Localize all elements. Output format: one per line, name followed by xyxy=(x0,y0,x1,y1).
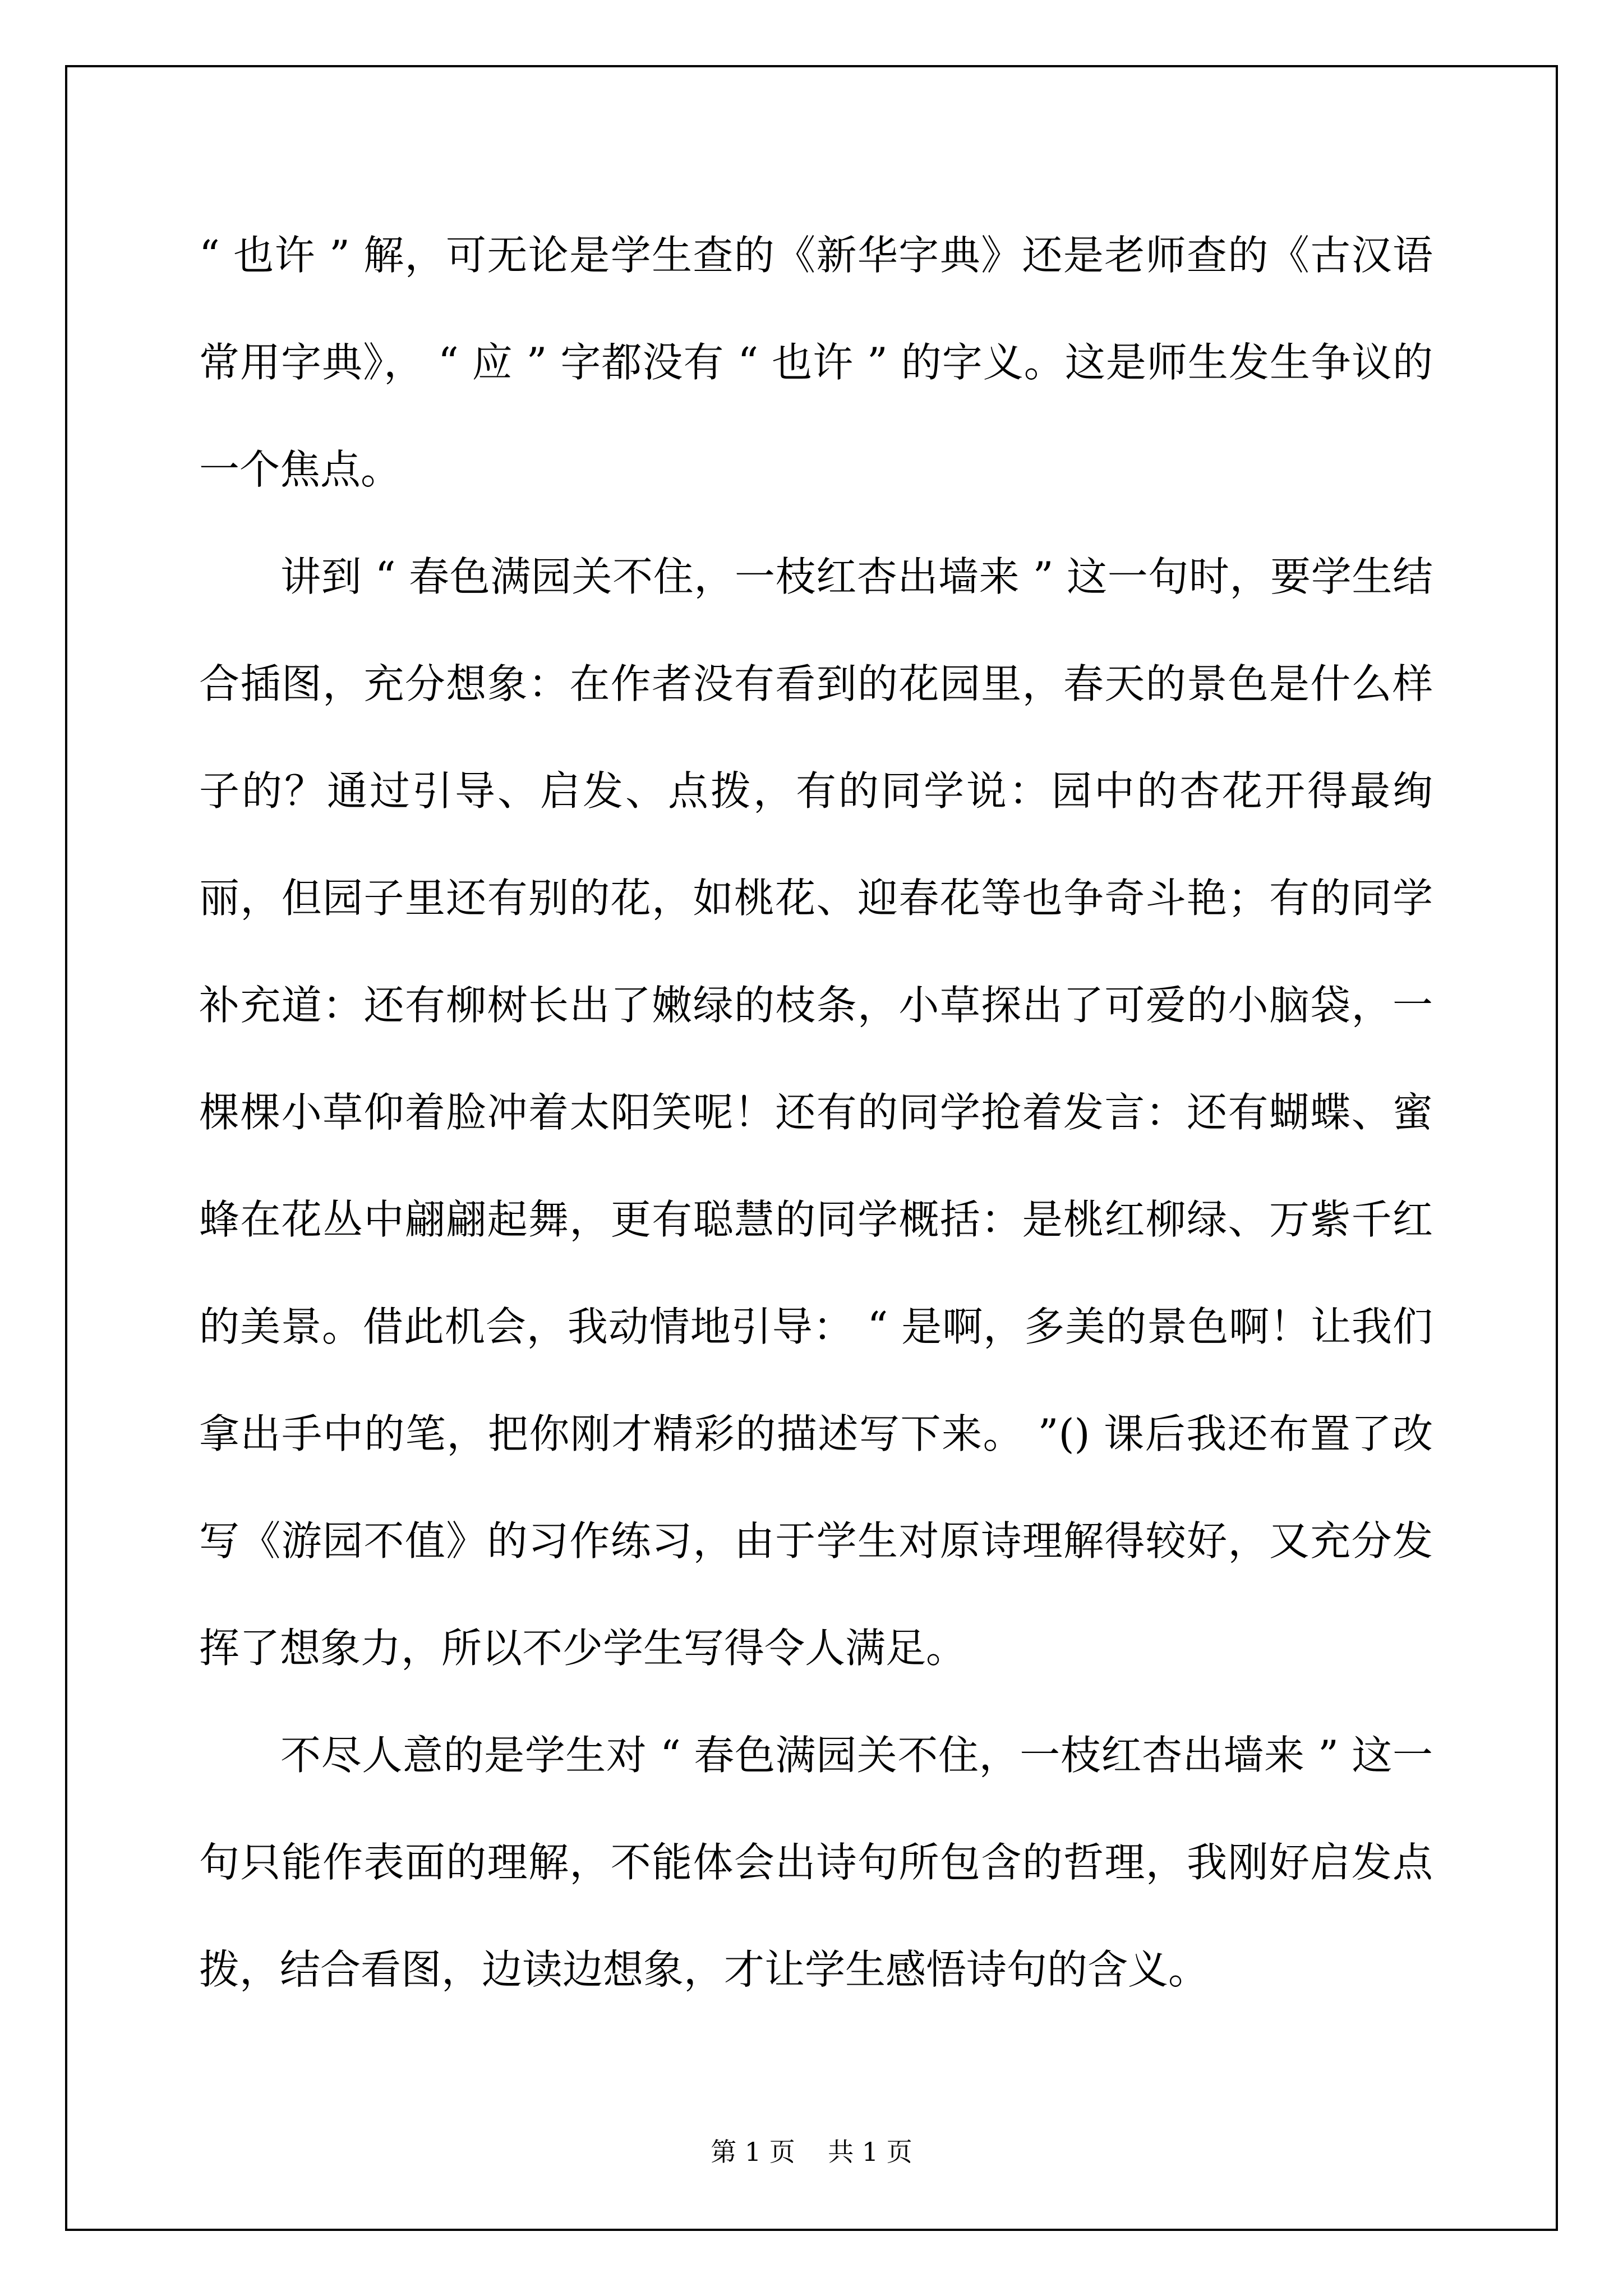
paragraph-2: 讲到 “ 春色满园关不住，一枝红杏出墙来 ” 这一句时，要学生结合插图，充分想象：在作者没有看到的花园里，春天的景色是什么样子的？通过引导、启发、点拨，有的同学说：园中的杏花开得最绚丽，但园子里还有别的花，如桃花、迎春花等也争奇斗艳；有的同学补充道：还有柳树长出了嫩绿的枝条，小草探出了可爱的小脑袋，一棵棵小草仰着脸冲着太阳笑呢！还有的同学抢着发言：还有蝴蝶、蜜蜂在花丛中翩翩起舞，更有聪慧的同学概括：是桃红柳绿、万紫千红的美景。借此机会，我动情地引导： “ 是啊，多美的景色啊！让我们拿出手中的笔，把你刚才精彩的描述写下来。 ”() 课后我还布置了改写《游园不值》的习作练习，由于学生对原诗理解得较好，又充分发挥了想象力，所以不少学生写得令人满足。 xyxy=(199,553,1433,1672)
paragraph-3: 不尽人意的是学生对 “ 春色满园关不住，一枝红杏出墙来 ” 这一句只能作表面的理解，不能体会出诗句所包含的哲理，我刚好启发点拨，结合看图，边读边想象，才让学生感悟诗句的含义。 xyxy=(199,1732,1433,1993)
document-body xyxy=(199,202,1433,2023)
page-number-footer: 第 1 页 共 1 页 xyxy=(711,2137,912,2167)
paragraph-1: “ 也许 ” 解，可无论是学生查的《新华字典》还是老师查的《古汉语常用字典》， “ 应 ” 字都没有 “ 也许 ” 的字义。这是师生发生争议的一个焦点。 xyxy=(199,232,1433,493)
